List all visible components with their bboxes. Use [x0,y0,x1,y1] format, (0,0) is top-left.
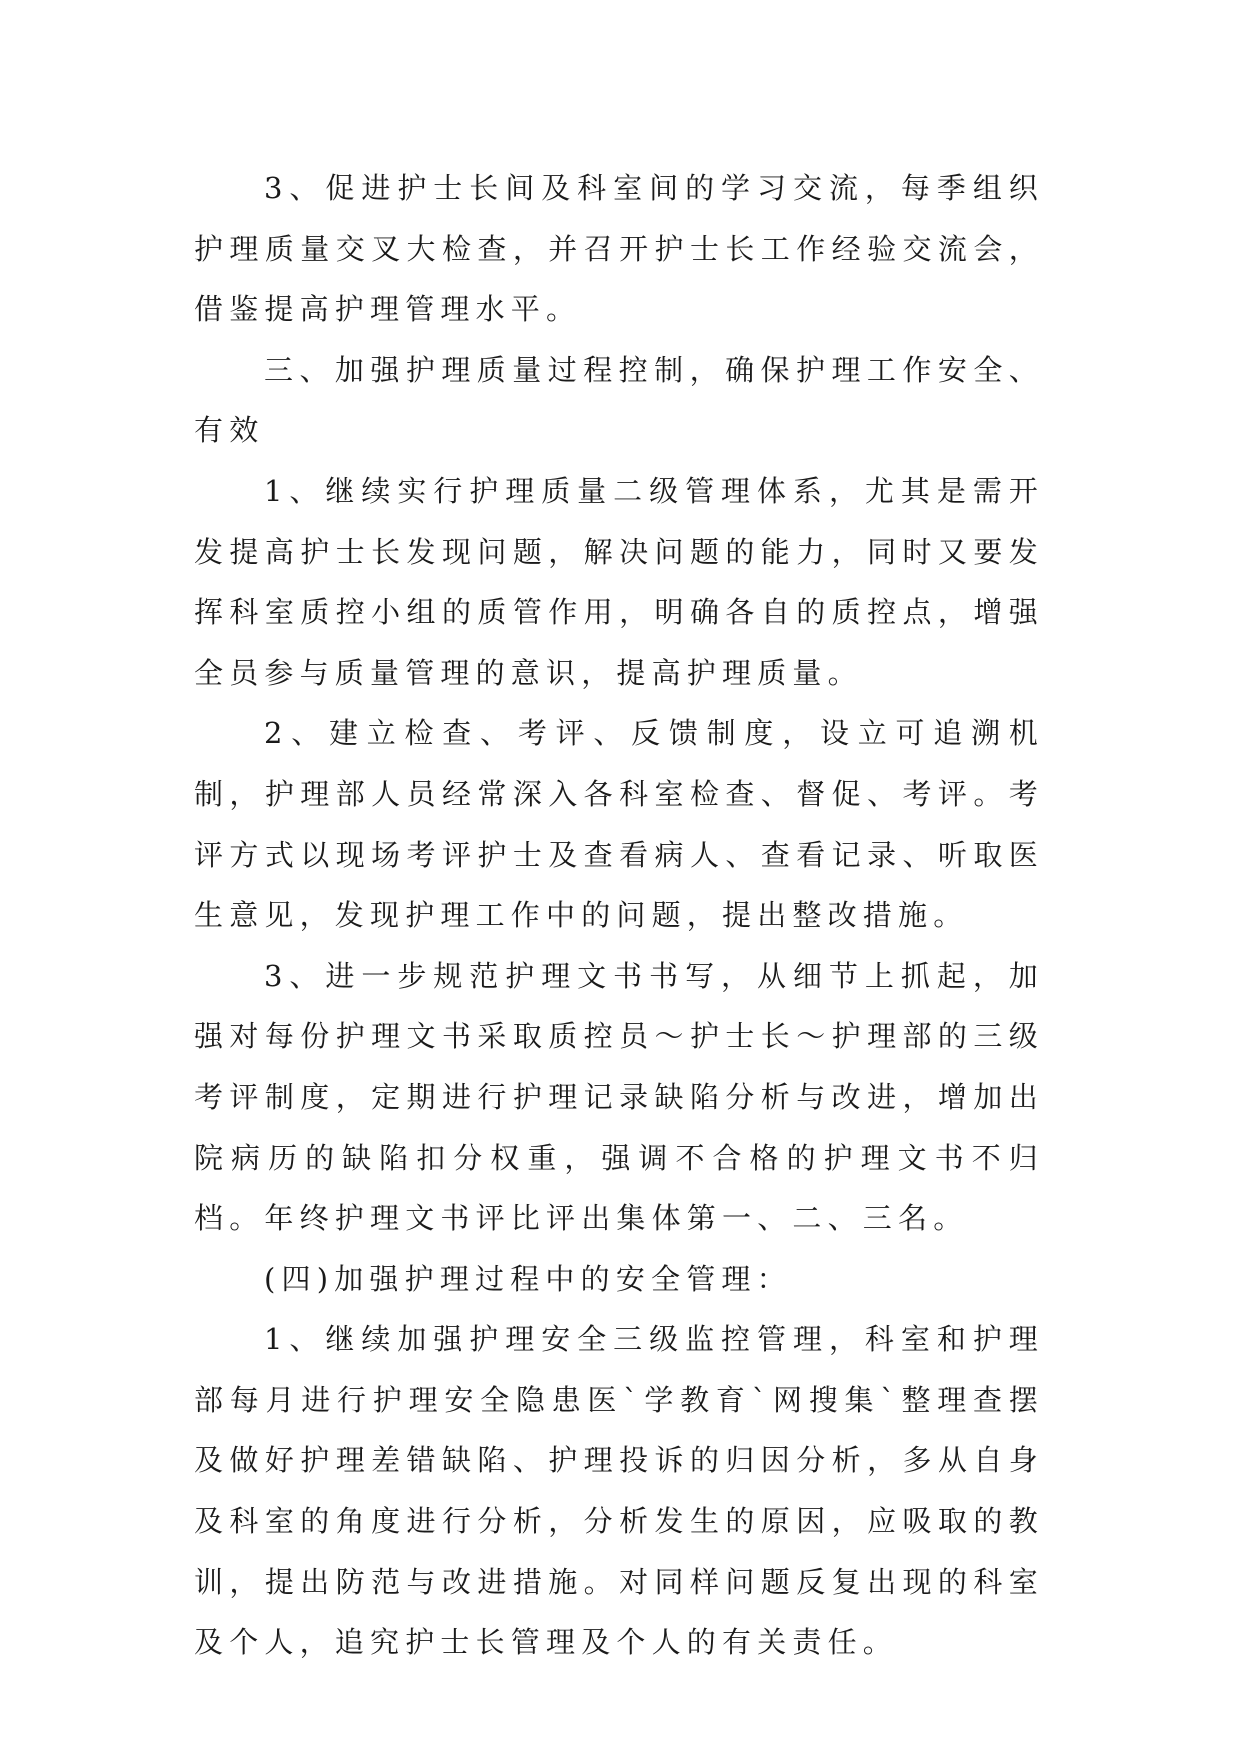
paragraph-exchange: 3、促进护士长间及科室间的学习交流，每季组织护理质量交叉大检查，并召开护士长工作经验交流会，借鉴提高护理管理水平。 [194,171,1044,327]
paragraph-safety-monitoring: 1、继续加强护理安全三级监控管理，科室和护理部每月进行护理安全隐患医`学教育`网搜集`整理查摆及做好护理差错缺陷、护理投诉的归因分析，多从自身及科室的角度进行分析，分析发生的原因，应吸取的教训，提出防范与改进措施。对同样问题反复出现的科室及个人，追究护士长管理及个人的有关责任。 [194,1322,1044,1660]
paragraph-inspection-system: 2、建立检查、考评、反馈制度，设立可追溯机制，护理部人员经常深入各科室检查、督促、考评。考评方式以现场考评护士及查看病人、查看记录、听取医生意见，发现护理工作中的问题，提出整改措施。 [194,716,1044,933]
section-heading-safety-management: (四)加强护理过程中的安全管理： [264,1261,792,1296]
paragraph-two-level-management: 1、继续实行护理质量二级管理体系，尤其是需开发提高护士长发现问题，解决问题的能力，同时又要发挥科室质控小组的质管作用，明确各自的质控点，增强全员参与质量管理的意识，提高护理质量。 [194,473,1044,690]
section-heading-quality-control: 三、加强护理质量过程控制，确保护理工作安全、有效 [194,352,1044,448]
paragraph-nursing-documents: 3、进一步规范护理文书书写，从细节上抓起，加强对每份护理文书采取质控员～护士长～护理部的三级考评制度，定期进行护理记录缺陷分析与改进，增加出院病历的缺陷扣分权重，强调不合格的护理文书不归档。年终护理文书评比评出集体第一、二、三名。 [194,958,1044,1236]
document-page [194,158,1044,1673]
